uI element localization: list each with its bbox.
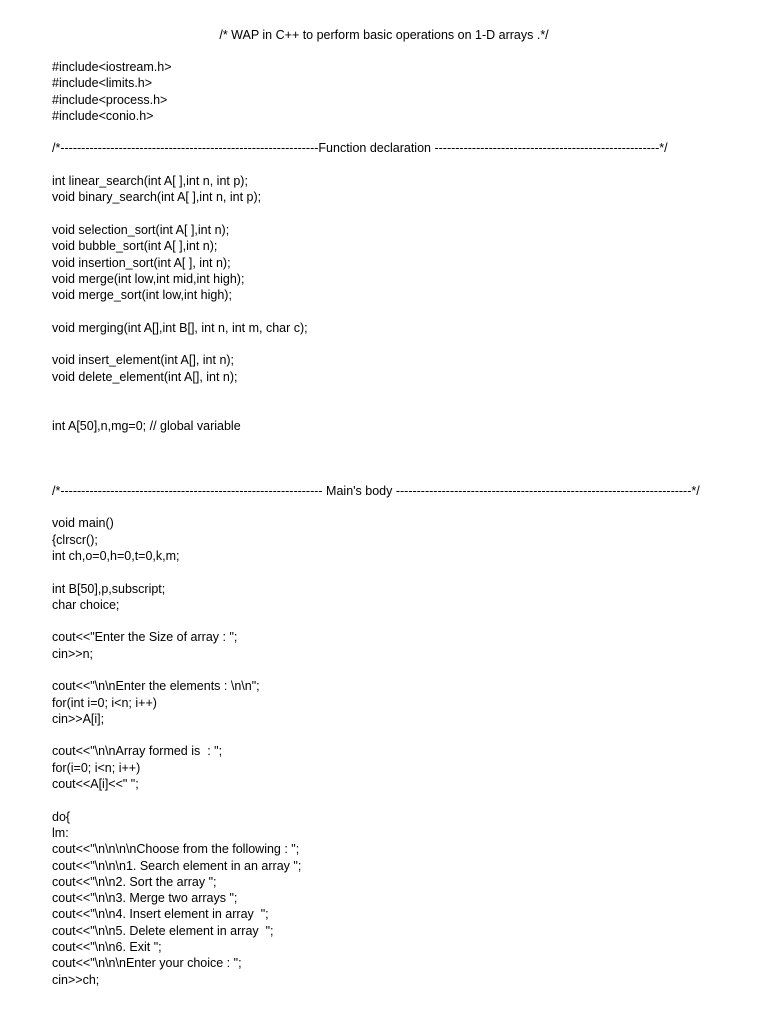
code-line: {clrscr(); xyxy=(52,532,98,547)
code-line xyxy=(52,434,742,450)
code-line: char choice; xyxy=(52,597,120,612)
code-line: void selection_sort(int A[ ],int n); xyxy=(52,222,230,237)
code-line: cout<<"\n\n6. Exit "; xyxy=(52,940,162,955)
code-line: void delete_element(int A[], int n); xyxy=(52,369,238,384)
code-line: #include<limits.h> xyxy=(52,76,153,91)
code-line: cin>>n; xyxy=(52,646,94,661)
code-line: void main() xyxy=(52,516,114,531)
code-line xyxy=(52,157,742,173)
code-line: cout<<"\n\n\n1. Search element in an array "; xyxy=(52,858,302,873)
code-line: void binary_search(int A[ ],int n, int p); xyxy=(52,190,262,205)
code-line: void merge(int low,int mid,int high); xyxy=(52,271,245,286)
code-line xyxy=(52,336,742,352)
code-line: #include<conio.h> xyxy=(52,108,154,123)
code-line: /*--------------------------------------------------------------- Main's body -----------------------------------------------------------------------*/ xyxy=(52,483,700,498)
code-line: void insertion_sort(int A[ ], int n); xyxy=(52,255,231,270)
code-line xyxy=(52,499,742,515)
code-line: cout<<"\n\n3. Merge two arrays "; xyxy=(52,891,238,906)
code-line: #include<iostream.h> xyxy=(52,60,172,74)
code-line xyxy=(52,792,742,808)
code-line xyxy=(52,450,742,466)
code-line: int linear_search(int A[ ],int n, int p); xyxy=(52,174,248,189)
code-line: cin>>ch; xyxy=(52,972,100,987)
code-line: cout<<"\n\n5. Delete element in array "; xyxy=(52,923,274,938)
code-line xyxy=(52,466,742,482)
code-line: for(int i=0; i<n; i++) xyxy=(52,695,157,710)
code-line: for(i=0; i<n; i++) xyxy=(52,760,141,775)
code-line: cout<<"\n\nArray formed is : "; xyxy=(52,744,223,759)
code-line xyxy=(52,303,742,319)
code-line: cout<<"\n\n\n\nChoose from the following : "; xyxy=(52,842,300,857)
code-line xyxy=(52,206,742,222)
code-line: int ch,o=0,h=0,t=0,k,m; xyxy=(52,548,180,563)
code-line: cout<<"\n\n4. Insert element in array "; xyxy=(52,907,269,922)
code-line: cin>>A[i]; xyxy=(52,711,105,726)
code-line: int B[50],p,subscript; xyxy=(52,581,166,596)
code-line: cout<<"\n\n\nEnter your choice : "; xyxy=(52,956,242,971)
code-line: int A[50],n,mg=0; // global variable xyxy=(52,418,241,433)
code-line: #include<process.h> xyxy=(52,92,168,107)
code-line xyxy=(52,613,742,629)
code-line xyxy=(52,401,742,417)
code-line xyxy=(52,124,742,140)
code-line xyxy=(52,727,742,743)
code-line xyxy=(52,662,742,678)
code-line: void merging(int A[],int B[], int n, int m, char c); xyxy=(52,320,308,335)
code-line xyxy=(52,385,742,401)
code-line: void merge_sort(int low,int high); xyxy=(52,288,232,303)
code-line: void bubble_sort(int A[ ],int n); xyxy=(52,239,218,254)
code-line xyxy=(52,564,742,580)
code-line: /*--------------------------------------------------------------Function declaration ------------------------------------------------------*/ xyxy=(52,141,668,156)
code-line: cout<<A[i]<<" "; xyxy=(52,777,139,792)
code-line: cout<<"\n\nEnter the elements : \n\n"; xyxy=(52,679,260,694)
code-line: void insert_element(int A[], int n); xyxy=(52,353,235,368)
code-line: do{ xyxy=(52,809,71,824)
code-line: cout<<"Enter the Size of array : "; xyxy=(52,630,238,645)
code-line: cout<<"\n\n2. Sort the array "; xyxy=(52,874,217,889)
code-line: lm: xyxy=(52,825,69,840)
code-listing xyxy=(52,59,742,988)
document-title: /* WAP in C++ to perform basic operations on 1-D arrays .*/ xyxy=(219,28,549,42)
